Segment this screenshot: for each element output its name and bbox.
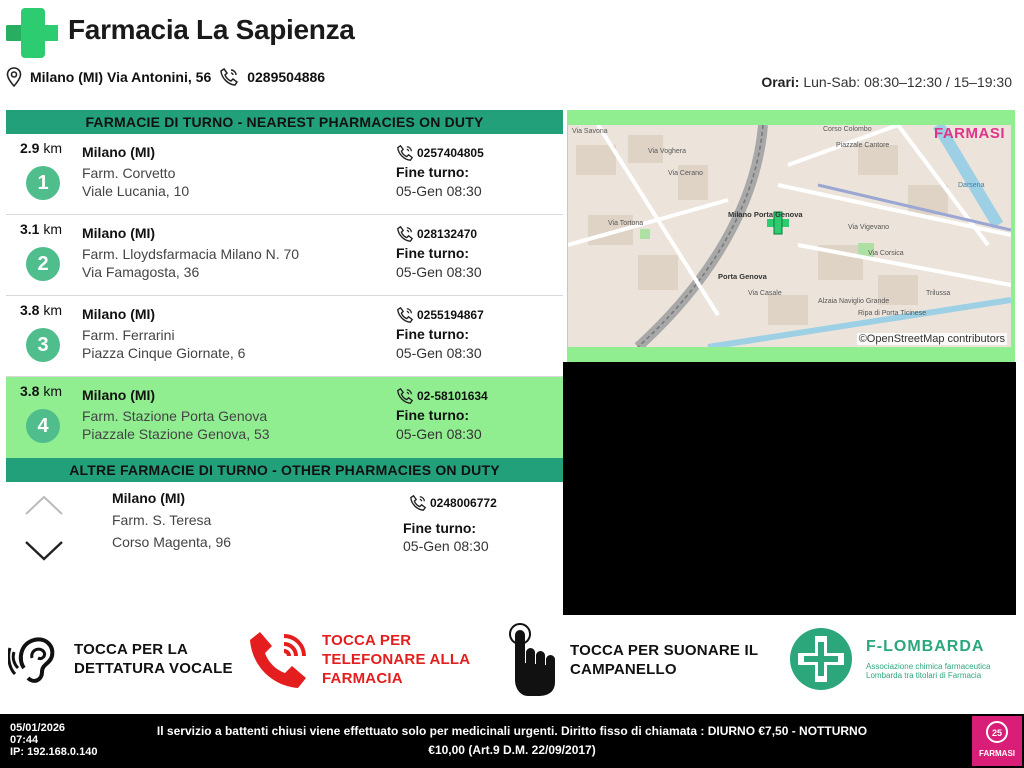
system-info — [10, 722, 97, 758]
phone-text: 0289504886 — [247, 69, 326, 85]
map[interactable] — [568, 125, 1011, 347]
distance: 2.9 km — [20, 140, 63, 156]
hand-tap-icon — [508, 622, 562, 698]
pharmacy-city: Milano (MI) — [82, 225, 156, 241]
other-pharmacy[interactable] — [6, 482, 563, 592]
pharmacy-name: Farm. Ferrarini — [82, 327, 175, 343]
map-label: Via Savona — [572, 128, 608, 135]
shift-end-label: Fine turno: — [396, 245, 470, 261]
opening-hours — [761, 74, 1012, 90]
pharmacy-phone: 028132470 — [396, 225, 477, 243]
f-lombarda-title: F-LOMBARDA — [866, 638, 985, 655]
pharmacy-phone: 0257404805 — [396, 144, 484, 162]
pharmacy-list — [6, 110, 563, 592]
phone-icon — [396, 144, 414, 162]
rank-badge: 1 — [26, 166, 60, 200]
ring-bell-button[interactable] — [508, 622, 760, 698]
shift-end-label: Fine turno: — [403, 520, 477, 536]
f-lombarda-subtitle-1: Associazione chimica farmaceutica — [866, 662, 991, 671]
map-label: Trilussa — [926, 290, 951, 297]
pharmacy-city: Milano (MI) — [82, 144, 156, 160]
chevron-up-icon[interactable] — [24, 494, 64, 516]
ear-icon — [8, 630, 66, 688]
pharmacy-row[interactable] — [6, 296, 563, 377]
pharmacy-row[interactable] — [6, 134, 563, 215]
phone-icon — [396, 306, 414, 324]
time-text: 07:44 — [10, 734, 39, 746]
service-notice — [150, 722, 874, 760]
map-label: Via Casale — [748, 290, 782, 297]
shift-end-date: 05-Gen 08:30 — [403, 538, 489, 554]
date-text: 05/01/2026 — [10, 722, 66, 734]
phone-icon — [409, 494, 427, 512]
notice-line-1: Il servizio a battenti chiusi viene effettuato solo per medicinali urgenti. Diritto fisso di chiamata : DIURNO €7,50 - NOTTURNO — [156, 724, 868, 738]
map-brand: FARMASI — [934, 125, 1005, 142]
map-graphic — [568, 125, 1011, 347]
pharmacy-name: Farm. Lloydsfarmacia Milano N. 70 — [82, 246, 300, 262]
map-label: Via Tortona — [608, 220, 644, 227]
shift-end-label: Fine turno: — [396, 326, 470, 342]
hours-label: Orari: — [761, 74, 800, 90]
pharmacy-row-selected[interactable] — [6, 377, 563, 458]
pharmacy-name: Farm. Corvetto — [82, 165, 176, 181]
distance: 3.8 km — [20, 383, 63, 399]
f-lombarda-subtitle-2: Lombarda tra titolari di Farmacia — [866, 671, 982, 680]
map-label: Alzaia Naviglio Grande — [818, 298, 890, 305]
pharmacy-name: Farm. Stazione Porta Genova — [82, 408, 268, 424]
phone-icon — [396, 225, 414, 243]
call-pharmacy-label: TOCCA PER TELEFONARE ALLA FARMACIA — [322, 631, 470, 687]
pharmacy-street: Piazza Cinque Giornate, 6 — [82, 345, 246, 361]
rank-badge: 2 — [26, 247, 60, 281]
map-attribution: ©OpenStreetMap contributors — [858, 333, 1005, 345]
pharmacy-city: Milano (MI) — [82, 387, 156, 403]
pharmacy-title: Farmacia La Sapienza — [68, 14, 355, 45]
pharmacy-street: Via Famagosta, 36 — [82, 264, 200, 280]
phone-call-icon — [248, 626, 314, 692]
f-lombarda-logo — [788, 626, 991, 692]
farmasi-badge — [972, 716, 1022, 766]
pharmacy-city: Milano (MI) — [112, 490, 186, 506]
shift-end-label: Fine turno: — [396, 164, 470, 180]
map-label: Via Voghera — [648, 148, 687, 155]
other-heading: ALTRE FARMACIE DI TURNO - OTHER PHARMACIES ON DUTY — [6, 458, 563, 482]
map-label: Porta Genova — [718, 272, 767, 281]
shift-end-date: 05-Gen 08:30 — [396, 264, 482, 280]
footer — [0, 714, 1024, 768]
pharmacy-city: Milano (MI) — [82, 306, 156, 322]
f-lombarda-cross-icon — [788, 626, 854, 692]
shift-end-date: 05-Gen 08:30 — [396, 345, 482, 361]
map-label: Via Vigevano — [848, 224, 889, 231]
pharmacy-street: Corso Magenta, 96 — [112, 534, 232, 550]
pharmacy-phone: 02-58101634 — [396, 387, 488, 405]
map-label: Piazzale Cantore — [836, 142, 890, 149]
map-label: Corso Colombo — [823, 126, 872, 133]
ring-bell-label: TOCCA PER SUONARE IL CAMPANELLO — [570, 642, 758, 678]
svg-text:FARMASI: FARMASI — [979, 749, 1015, 758]
ip-text: IP: 192.168.0.140 — [10, 746, 98, 758]
pharmacy-street: Piazzale Stazione Genova, 53 — [82, 426, 270, 442]
shift-end-label: Fine turno: — [396, 407, 470, 423]
svg-text:25: 25 — [991, 728, 1003, 738]
chevron-down-icon[interactable] — [24, 540, 64, 562]
notice-line-2: €10,00 (Art.9 D.M. 22/09/2017) — [428, 743, 596, 757]
farmasi-badge-icon — [972, 716, 1022, 766]
pharmacy-street: Viale Lucania, 10 — [82, 183, 190, 199]
pharmacy-row[interactable] — [6, 215, 563, 296]
nearest-heading: FARMACIE DI TURNO - NEAREST PHARMACIES ON DUTY — [6, 110, 563, 134]
map-label: Via Cerano — [668, 170, 703, 177]
phone-icon — [396, 387, 414, 405]
map-label: Darsena — [958, 182, 985, 189]
shift-end-date: 05-Gen 08:30 — [396, 426, 482, 442]
address-row — [6, 66, 325, 88]
map-label: Ripa di Porta Ticinese — [858, 310, 927, 317]
pharmacy-phone: 0255194867 — [396, 306, 484, 324]
pharmacy-cross-logo — [6, 6, 60, 60]
map-label: Via Corsica — [868, 250, 904, 257]
hours-value: Lun-Sab: 08:30–12:30 / 15–19:30 — [803, 74, 1012, 90]
distance: 3.1 km — [20, 221, 63, 237]
location-pin-icon — [6, 67, 22, 87]
header — [0, 0, 1024, 100]
map-label: Milano Porta Genova — [728, 210, 803, 219]
shift-end-date: 05-Gen 08:30 — [396, 183, 482, 199]
pharmacy-name: Farm. S. Teresa — [112, 512, 212, 528]
call-pharmacy-button[interactable] — [248, 626, 482, 692]
distance: 3.8 km — [20, 302, 63, 318]
address-text: Milano (MI) Via Antonini, 56 — [30, 69, 212, 85]
action-bar — [0, 622, 1024, 702]
pharmacy-phone: 0248006772 — [409, 494, 497, 512]
rank-badge: 4 — [26, 409, 60, 443]
voice-dictation-button[interactable] — [8, 630, 244, 688]
voice-dictation-label: TOCCA PER LA DETTATURA VOCALE — [74, 641, 233, 677]
phone-icon — [219, 67, 239, 87]
video-panel — [563, 362, 1016, 615]
rank-badge: 3 — [26, 328, 60, 362]
